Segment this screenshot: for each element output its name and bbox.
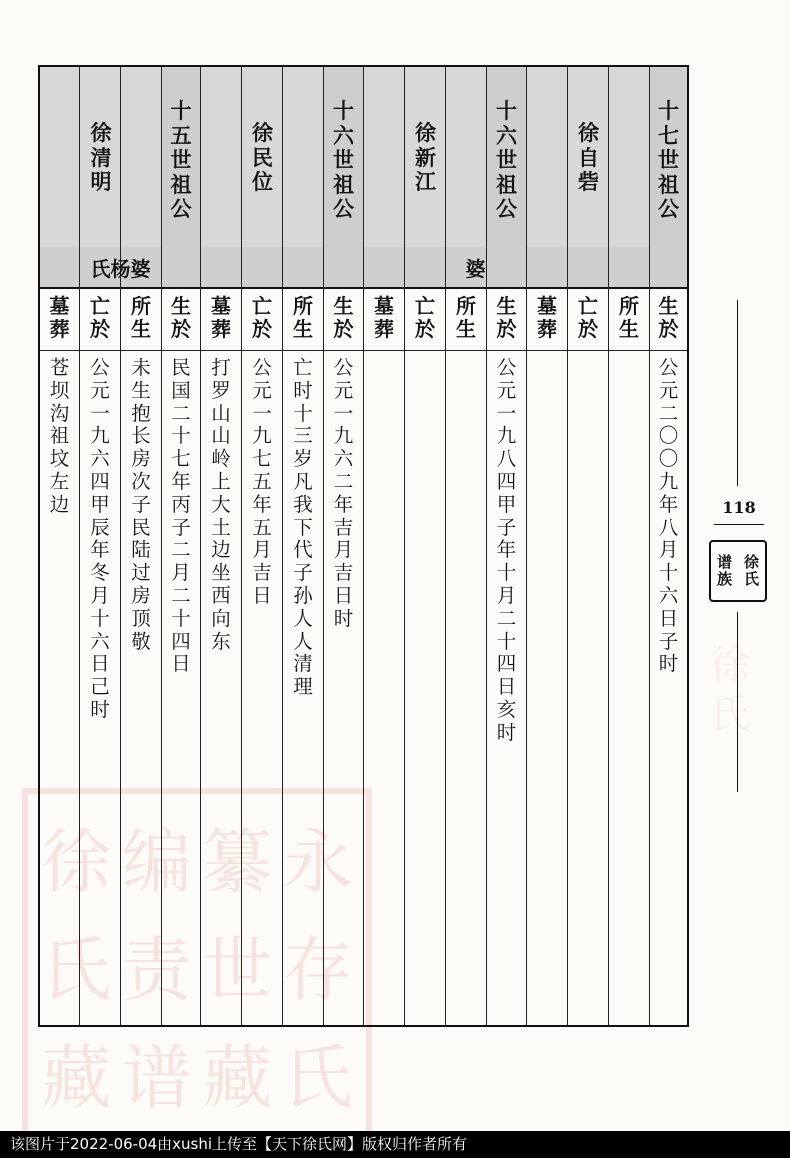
person-name: 徐自砦 [578,121,599,194]
label-parents: 所生 [293,294,313,341]
spouse-label: 氏杨婆 [90,256,151,281]
birth-text: 公元一九八四甲子年十月二十四日亥时 [496,356,517,744]
label-parents: 所生 [456,294,476,341]
label-death: 亡於 [578,294,598,341]
upload-footer: 该图片于2022-06-04由xushi上传至【天下徐氏网】版权归作者所有 [0,1131,790,1158]
margin-rule-top [737,300,738,486]
col-death-3 [242,67,283,1025]
col-burial-4 [40,67,80,1025]
person-name: 徐民位 [252,121,273,194]
col-burial-3 [201,67,242,1025]
birth-text: 公元一九六二年吉月吉日时 [333,356,354,630]
person-name: 徐清明 [90,121,112,194]
col-burial-2 [364,67,405,1025]
spouse-label: 婆 [465,256,486,281]
seal-watermark: 徐 编 纂 永 氏 责 世 存 藏 谱 藏 氏 [22,788,372,1140]
col-birth-2 [487,67,527,1025]
col-death-1 [568,67,609,1025]
burial-text: 打罗山山岭上大土边坐西向东 [211,356,231,653]
col-birth-4 [162,67,201,1025]
death-text: 公元一九六四甲辰年冬月十六日己时 [90,356,110,721]
label-burial: 墓葬 [49,294,70,341]
death-text: 公元一九七五年五月吉日 [252,356,272,607]
parents-text: 亡时十三岁凡我下代子孙人人清理 [293,356,313,699]
genealogy-table [38,65,689,1027]
col-parents-4 [121,67,162,1025]
margin-rule-bottom [737,612,738,792]
col-death-4 [80,67,121,1025]
label-burial: 墓葬 [211,294,231,341]
logo-watermark: 徐 氏 [710,642,750,738]
col-parents-3 [283,67,324,1025]
col-birth-1 [650,67,687,1025]
birth-text: 民国二十七年丙子二月二十四日 [171,356,191,676]
birth-text: 公元二〇〇九年八月十六日子时 [658,356,679,676]
generation-title: 十六世祖公 [333,99,354,221]
logo-text-right: 徐氏 [743,553,759,588]
col-burial-1 [527,67,568,1025]
label-birth: 生於 [496,294,517,341]
label-parents: 所生 [619,294,639,341]
logo-text-left: 谱族 [716,553,732,588]
label-death: 亡於 [252,294,272,341]
page-number: 118 [722,498,756,517]
col-parents-2 [446,67,487,1025]
col-birth-3 [324,67,364,1025]
label-parents: 所生 [131,294,151,341]
book-logo [709,540,767,602]
col-death-2 [405,67,446,1025]
col-parents-1 [609,67,650,1025]
burial-text: 苍坝沟祖坟左边 [49,356,70,516]
generation-title: 十五世祖公 [170,99,192,221]
label-death: 亡於 [415,294,435,341]
label-burial: 墓葬 [374,294,394,341]
label-birth: 生於 [171,294,191,341]
parents-text: 未生抱长房次子民陆过房顶敬 [131,356,151,653]
person-name: 徐新江 [415,121,436,194]
generation-title: 十六世祖公 [496,99,517,221]
label-burial: 墓葬 [537,294,557,341]
label-birth: 生於 [658,294,679,341]
label-birth: 生於 [333,294,354,341]
page-number-rule [714,524,764,525]
generation-title: 十七世祖公 [658,99,679,221]
label-death: 亡於 [90,294,110,341]
